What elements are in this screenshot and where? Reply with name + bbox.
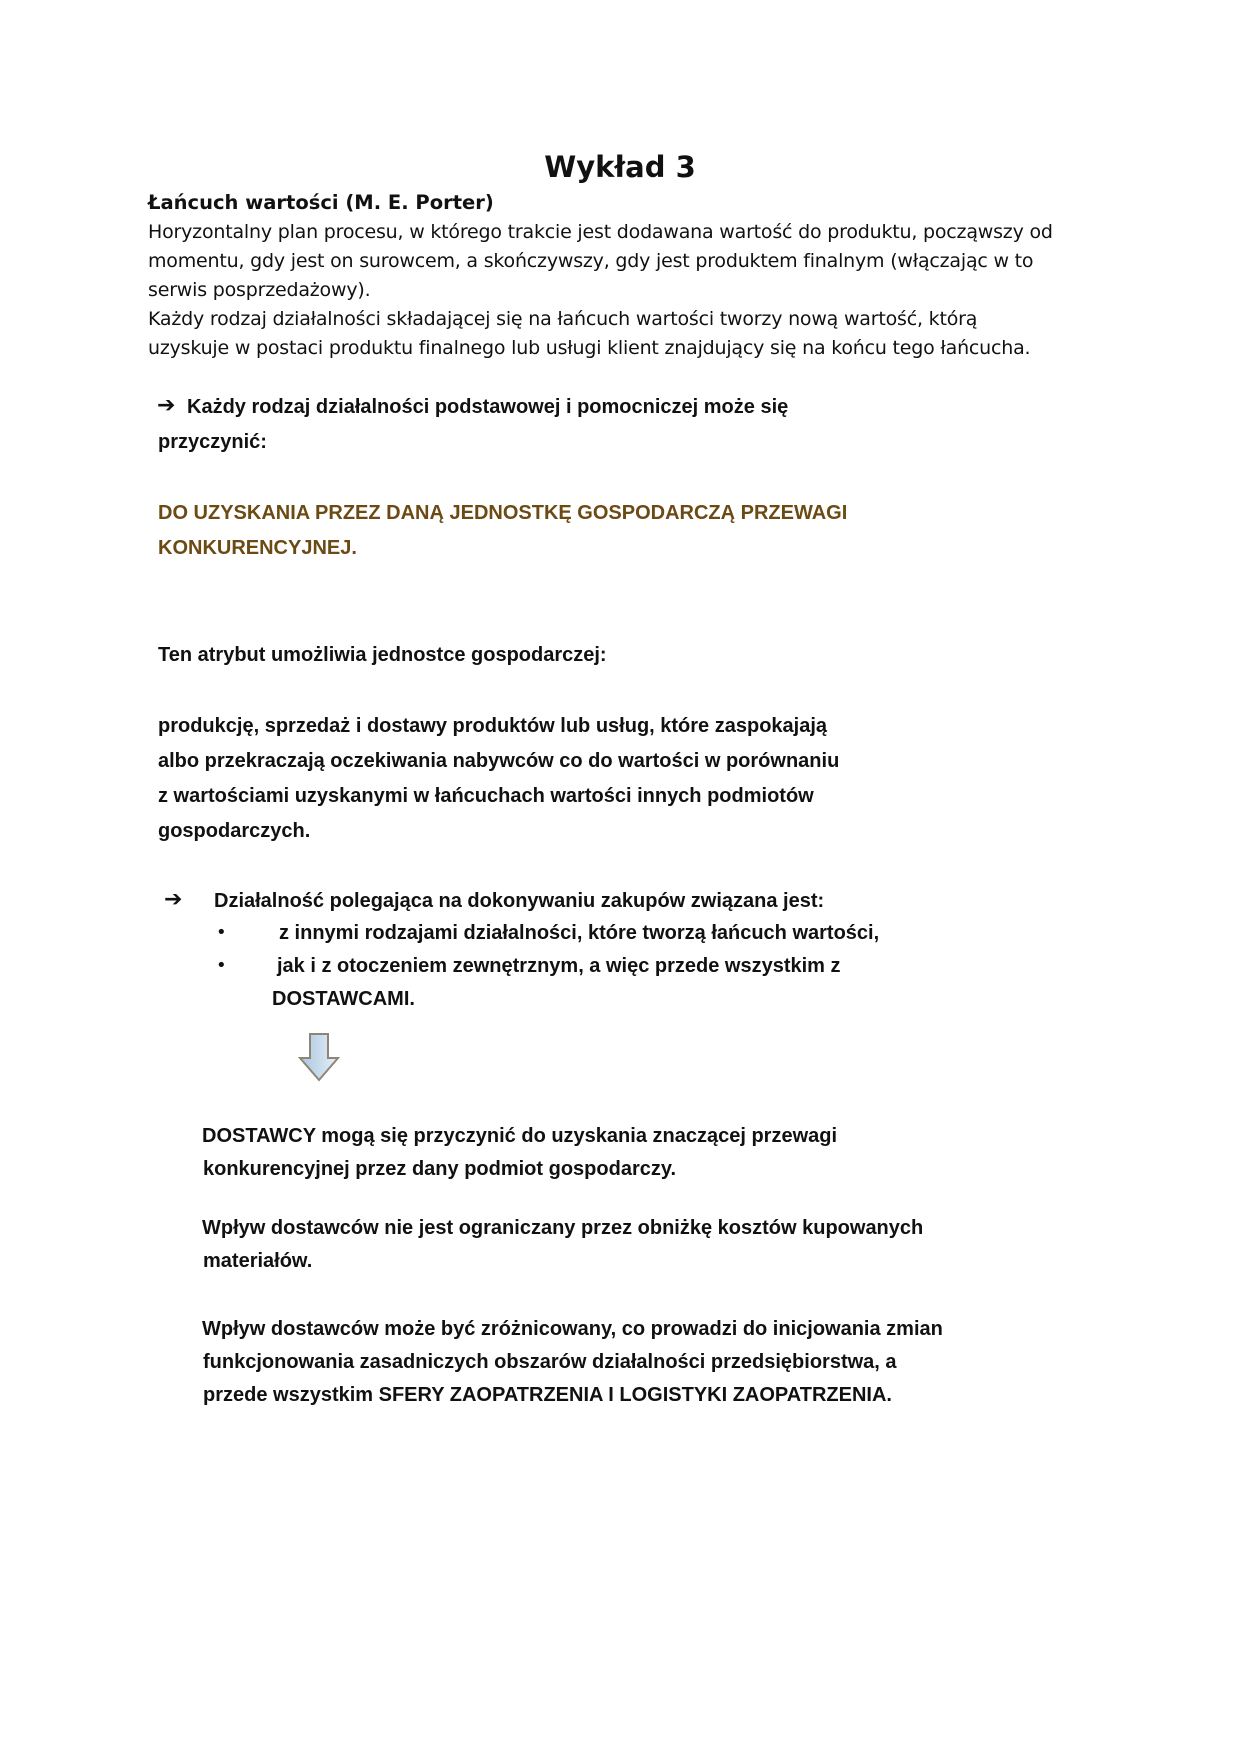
suppliers-line: konkurencyjnej przez dany podmiot gospodarczy. (203, 1158, 677, 1180)
section1-line: przyczynić: (158, 431, 267, 453)
bullet-icon: • (216, 955, 227, 976)
section2-heading: Działalność polegająca na dokonywaniu zakupów związana jest: (214, 890, 825, 912)
intro-line: Każdy rodzaj działalności składającej się na łańcuch wartości tworzy nową wartość, którą (148, 308, 978, 330)
highlight-line: DO UZYSKANIA PRZEZ DANĄ JEDNOSTKĘ GOSPODARCZĄ PRZEWAGI (158, 502, 848, 524)
suppliers-line: Wpływ dostawców nie jest ograniczany przez obniżkę kosztów kupowanych (202, 1217, 924, 1239)
attribute-line: produkcję, sprzedaż i dostawy produktów lub usług, które zaspokajają (158, 715, 828, 737)
section1-line: Każdy rodzaj działalności podstawowej i pomocniczej może się (187, 396, 789, 418)
section2-bullet-item: jak i z otoczeniem zewnętrznym, a więc przede wszystkim z (277, 955, 841, 977)
section2-bullet-item: z innymi rodzajami działalności, które tworzą łańcuch wartości, (279, 922, 880, 944)
intro-line: uzyskuje w postaci produktu finalnego lub usługi klient znajdujący się na końcu tego łańcucha. (148, 337, 1031, 359)
highlight-line: KONKURENCYJNEJ. (158, 537, 357, 559)
intro-line: momentu, gdy jest on surowcem, a skończywszy, gdy jest produktem finalnym (włączając w to (148, 250, 1034, 272)
intro-line: Horyzontalny plan procesu, w którego trakcie jest dodawana wartość do produktu, począwszy od (148, 221, 1053, 243)
attribute-line: z wartościami uzyskanymi w łańcuchach wartości innych podmiotów (158, 785, 814, 807)
intro-line: serwis posprzedażowy). (148, 279, 371, 301)
attribute-line: gospodarczych. (158, 820, 311, 842)
attribute-line: albo przekraczają oczekiwania nabywców co do wartości w porównaniu (158, 750, 840, 772)
suppliers-line: materiałów. (203, 1250, 313, 1272)
right-arrow-icon: ➔ (157, 393, 176, 418)
suppliers-line: Wpływ dostawców może być zróżnicowany, co prowadzi do inicjowania zmian (202, 1318, 943, 1340)
bullet-icon: • (216, 922, 227, 943)
suppliers-line: DOSTAWCY mogą się przyczynić do uzyskania znaczącej przewagi (202, 1125, 838, 1147)
down-arrow-icon (297, 1032, 341, 1082)
section2-continuation: DOSTAWCAMI. (272, 988, 415, 1010)
suppliers-line: funkcjonowania zasadniczych obszarów działalności przedsiębiorstwa, a (203, 1351, 897, 1373)
attribute-heading: Ten atrybut umożliwia jednostce gospodarczej: (158, 644, 607, 666)
suppliers-line: przede wszystkim SFERY ZAOPATRZENIA I LOGISTYKI ZAOPATRZENIA. (203, 1384, 892, 1406)
page-title: Wykład 3 (544, 150, 696, 184)
right-arrow-icon: ➔ (164, 887, 183, 912)
section-subtitle: Łańcuch wartości (M. E. Porter) (148, 191, 494, 214)
